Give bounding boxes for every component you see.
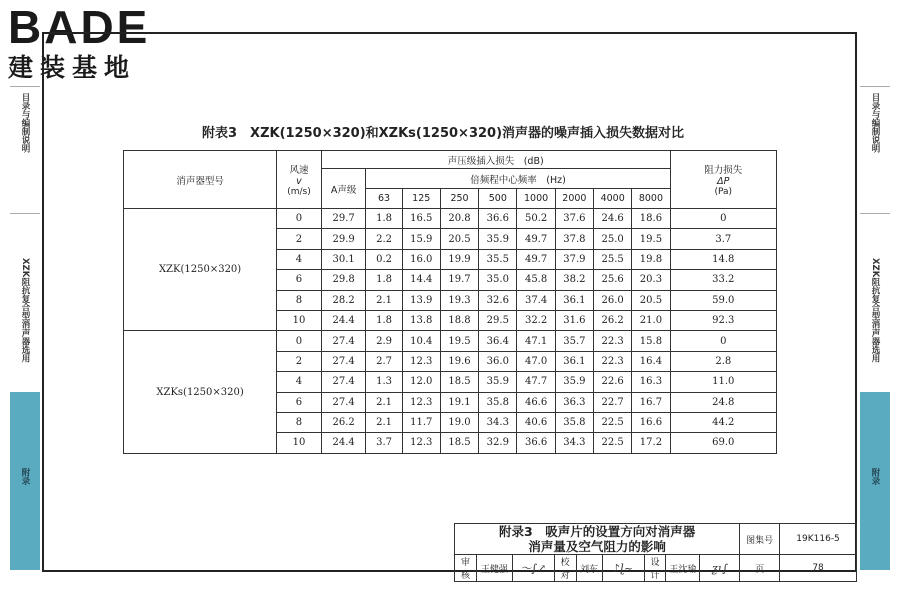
model-cell: XZKs(1250×320)	[124, 331, 277, 453]
resistance-cell: 33.2	[670, 270, 776, 290]
header-freq: 250	[440, 189, 478, 209]
resistance-cell: 0	[670, 331, 776, 351]
freq-value-cell: 2.1	[366, 412, 402, 432]
side-tab-contents[interactable]: 目录与编制说明	[10, 86, 40, 214]
freq-value-cell: 47.7	[517, 372, 555, 392]
freq-value-cell: 18.8	[440, 310, 478, 330]
side-tab-xzk[interactable]: XZK阻抗复合型消声器选用	[870, 258, 880, 363]
freq-value-cell: 32.6	[479, 290, 517, 310]
freq-value-cell: 19.0	[440, 412, 478, 432]
signature-icon: ～∫↗	[520, 562, 547, 575]
header-octave: 倍频程中心频率 (Hz)	[366, 169, 670, 189]
freq-value-cell: 11.7	[402, 412, 440, 432]
a-level-cell: 29.7	[321, 209, 366, 229]
speed-cell: 2	[277, 229, 322, 249]
resistance-cell: 69.0	[670, 433, 776, 453]
freq-value-cell: 19.8	[632, 249, 670, 269]
freq-value-cell: 36.3	[555, 392, 593, 412]
header-freq: 4000	[594, 189, 632, 209]
reviewer-name: 王健强	[476, 555, 512, 582]
freq-value-cell: 2.2	[366, 229, 402, 249]
freq-value-cell: 20.8	[440, 209, 478, 229]
checker-signature	[602, 555, 644, 582]
checker-name: 刘东	[576, 555, 602, 582]
speed-cell: 10	[277, 433, 322, 453]
header-freq: 500	[479, 189, 517, 209]
resistance-cell: 14.8	[670, 249, 776, 269]
table-body	[124, 209, 777, 454]
speed-cell: 2	[277, 351, 322, 371]
freq-value-cell: 19.3	[440, 290, 478, 310]
a-level-cell: 24.4	[321, 433, 366, 453]
speed-cell: 4	[277, 249, 322, 269]
page-number: 78	[780, 555, 857, 582]
freq-value-cell: 49.7	[517, 249, 555, 269]
freq-value-cell: 16.3	[632, 372, 670, 392]
speed-cell: 10	[277, 310, 322, 330]
freq-value-cell: 36.0	[479, 351, 517, 371]
freq-value-cell: 36.6	[517, 433, 555, 453]
freq-value-cell: 46.6	[517, 392, 555, 412]
freq-value-cell: 20.5	[632, 290, 670, 310]
freq-value-cell: 1.3	[366, 372, 402, 392]
freq-value-cell: 2.1	[366, 290, 402, 310]
drawing-title: 附录3 吸声片的设置方向对消声器 消声量及空气阻力的影响	[455, 524, 740, 555]
speed-cell: 4	[277, 372, 322, 392]
freq-value-cell: 13.8	[402, 310, 440, 330]
freq-value-cell: 29.5	[479, 310, 517, 330]
table-row	[124, 209, 777, 229]
side-tab-appendix[interactable]: 附录	[10, 392, 40, 570]
freq-value-cell: 16.0	[402, 249, 440, 269]
reviewer-signature	[512, 555, 554, 582]
freq-value-cell: 37.4	[517, 290, 555, 310]
speed-cell: 8	[277, 412, 322, 432]
freq-value-cell: 16.6	[632, 412, 670, 432]
a-level-cell: 29.8	[321, 270, 366, 290]
freq-value-cell: 37.8	[555, 229, 593, 249]
freq-value-cell: 36.1	[555, 290, 593, 310]
freq-value-cell: 1.8	[366, 270, 402, 290]
freq-value-cell: 15.8	[632, 331, 670, 351]
header-insertion-loss: 声压级插入损失 (dB)	[321, 151, 670, 169]
freq-value-cell: 45.8	[517, 270, 555, 290]
page-label: 页	[740, 555, 780, 582]
resistance-cell: 3.7	[670, 229, 776, 249]
freq-value-cell: 37.6	[555, 209, 593, 229]
speed-cell: 6	[277, 270, 322, 290]
header-freq: 8000	[632, 189, 670, 209]
freq-value-cell: 2.9	[366, 331, 402, 351]
a-level-cell: 27.4	[321, 372, 366, 392]
freq-value-cell: 31.6	[555, 310, 593, 330]
header-resistance: 阻力损失 ΔP (Pa)	[670, 151, 776, 209]
a-level-cell: 30.1	[321, 249, 366, 269]
freq-value-cell: 22.7	[594, 392, 632, 412]
freq-value-cell: 2.1	[366, 392, 402, 412]
freq-value-cell: 12.3	[402, 392, 440, 412]
freq-value-cell: 35.5	[479, 249, 517, 269]
freq-value-cell: 16.4	[632, 351, 670, 371]
freq-value-cell: 35.8	[479, 392, 517, 412]
freq-value-cell: 22.6	[594, 372, 632, 392]
logo-subtitle: 建装基地	[8, 53, 137, 82]
a-level-cell: 27.4	[321, 351, 366, 371]
signature-icon: ƺɩ∫	[711, 561, 728, 575]
a-level-cell: 28.2	[321, 290, 366, 310]
freq-value-cell: 1.8	[366, 310, 402, 330]
designer-name: 王沈瑜	[666, 555, 700, 582]
model-cell: XZK(1250×320)	[124, 209, 277, 331]
logo-word: BADE	[8, 1, 151, 53]
freq-value-cell: 36.6	[479, 209, 517, 229]
freq-value-cell: 13.9	[402, 290, 440, 310]
a-level-cell: 27.4	[321, 392, 366, 412]
freq-value-cell: 16.7	[632, 392, 670, 412]
freq-value-cell: 10.4	[402, 331, 440, 351]
freq-value-cell: 35.9	[479, 372, 517, 392]
freq-value-cell: 26.2	[594, 310, 632, 330]
freq-value-cell: 35.7	[555, 331, 593, 351]
freq-value-cell: 22.3	[594, 351, 632, 371]
side-tab-xzk[interactable]: XZK阻抗复合型消声器选用	[20, 258, 30, 363]
freq-value-cell: 16.5	[402, 209, 440, 229]
freq-value-cell: 19.9	[440, 249, 478, 269]
freq-value-cell: 12.0	[402, 372, 440, 392]
signature-icon: ♪ɭ~	[612, 561, 634, 575]
freq-value-cell: 20.5	[440, 229, 478, 249]
header-a-level: A声级	[321, 169, 366, 209]
freq-value-cell: 21.0	[632, 310, 670, 330]
freq-value-cell: 20.3	[632, 270, 670, 290]
freq-value-cell: 22.5	[594, 433, 632, 453]
freq-value-cell: 36.1	[555, 351, 593, 371]
a-level-cell: 29.9	[321, 229, 366, 249]
freq-value-cell: 22.3	[594, 331, 632, 351]
freq-value-cell: 19.5	[632, 229, 670, 249]
speed-cell: 6	[277, 392, 322, 412]
resistance-cell: 92.3	[670, 310, 776, 330]
freq-value-cell: 19.7	[440, 270, 478, 290]
speed-cell: 0	[277, 331, 322, 351]
freq-value-cell: 37.9	[555, 249, 593, 269]
a-level-cell: 24.4	[321, 310, 366, 330]
freq-value-cell: 12.3	[402, 351, 440, 371]
resistance-cell: 0	[670, 209, 776, 229]
resistance-cell: 44.2	[670, 412, 776, 432]
freq-value-cell: 36.4	[479, 331, 517, 351]
freq-value-cell: 17.2	[632, 433, 670, 453]
atlas-label: 图集号	[740, 524, 780, 555]
freq-value-cell: 34.3	[479, 412, 517, 432]
resistance-cell: 59.0	[670, 290, 776, 310]
a-level-cell: 26.2	[321, 412, 366, 432]
freq-value-cell: 12.3	[402, 433, 440, 453]
review-label: 审核	[455, 555, 477, 582]
speed-cell: 8	[277, 290, 322, 310]
freq-value-cell: 18.6	[632, 209, 670, 229]
freq-value-cell: 18.5	[440, 433, 478, 453]
side-tab-contents[interactable]: 目录与编制说明	[860, 86, 890, 214]
freq-value-cell: 34.3	[555, 433, 593, 453]
resistance-cell: 24.8	[670, 392, 776, 412]
freq-value-cell: 14.4	[402, 270, 440, 290]
resistance-cell: 11.0	[670, 372, 776, 392]
freq-value-cell: 26.0	[594, 290, 632, 310]
table-row	[124, 331, 777, 351]
designer-signature	[700, 555, 740, 582]
freq-value-cell: 38.2	[555, 270, 593, 290]
freq-value-cell: 40.6	[517, 412, 555, 432]
freq-value-cell: 35.8	[555, 412, 593, 432]
title-block	[454, 523, 857, 582]
freq-value-cell: 32.2	[517, 310, 555, 330]
freq-value-cell: 0.2	[366, 249, 402, 269]
header-freq: 63	[366, 189, 402, 209]
header-freq: 125	[402, 189, 440, 209]
freq-value-cell: 35.9	[555, 372, 593, 392]
freq-value-cell: 47.0	[517, 351, 555, 371]
freq-value-cell: 19.5	[440, 331, 478, 351]
side-tab-appendix[interactable]: 附录	[860, 392, 890, 570]
header-model: 消声器型号	[124, 151, 277, 209]
freq-value-cell: 3.7	[366, 433, 402, 453]
a-level-cell: 27.4	[321, 331, 366, 351]
check-label: 校对	[554, 555, 576, 582]
freq-value-cell: 2.7	[366, 351, 402, 371]
design-label: 设计	[644, 555, 666, 582]
freq-value-cell: 25.0	[594, 229, 632, 249]
freq-value-cell: 24.6	[594, 209, 632, 229]
freq-value-cell: 50.2	[517, 209, 555, 229]
freq-value-cell: 15.9	[402, 229, 440, 249]
freq-value-cell: 35.9	[479, 229, 517, 249]
header-freq: 1000	[517, 189, 555, 209]
freq-value-cell: 35.0	[479, 270, 517, 290]
freq-value-cell: 18.5	[440, 372, 478, 392]
table-caption: 附表3 XZK(1250×320)和XZKs(1250×320)消声器的噪声插入损失数据对比	[202, 126, 685, 141]
freq-value-cell: 25.5	[594, 249, 632, 269]
freq-value-cell: 49.7	[517, 229, 555, 249]
freq-value-cell: 32.9	[479, 433, 517, 453]
freq-value-cell: 22.5	[594, 412, 632, 432]
resistance-cell: 2.8	[670, 351, 776, 371]
freq-value-cell: 1.8	[366, 209, 402, 229]
header-freq: 2000	[555, 189, 593, 209]
speed-cell: 0	[277, 209, 322, 229]
freq-value-cell: 19.1	[440, 392, 478, 412]
header-wind-speed: 风速 v (m/s)	[277, 151, 322, 209]
insertion-loss-table	[123, 150, 777, 454]
freq-value-cell: 25.6	[594, 270, 632, 290]
atlas-number: 19K116-5	[780, 524, 857, 555]
freq-value-cell: 19.6	[440, 351, 478, 371]
freq-value-cell: 47.1	[517, 331, 555, 351]
